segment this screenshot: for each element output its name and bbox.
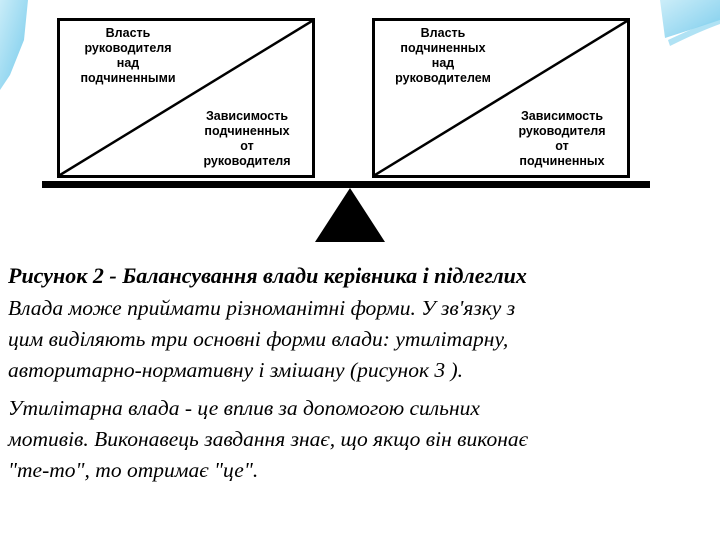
- right-bottom-label: Зависимость руководителя от подчиненных: [518, 109, 606, 168]
- left-bottom-label: Зависимость подчиненных от руководителя: [203, 109, 291, 168]
- fulcrum-triangle: [315, 188, 385, 242]
- left-top-label: Власть руководителя над подчиненными: [80, 26, 176, 85]
- body-line-6: "те-то", то отримає "це".: [8, 458, 259, 482]
- figure-caption: Рисунок 2 - Балансування влади керівника і підлеглих: [8, 263, 527, 288]
- right-balance-box: [372, 18, 630, 178]
- balance-beam: [42, 181, 650, 188]
- right-top-label: Власть подчиненных над руководителем: [395, 26, 491, 85]
- body-line-3: авторитарно-нормативну і змішану (рисунок 3 ).: [8, 358, 464, 382]
- body-line-5: мотивів. Виконавець завдання знає, що якщо він виконає: [8, 427, 529, 451]
- body-line-1: Влада може приймати різноманітні форми. У зв'язку з: [8, 296, 516, 320]
- body-line-4: Утилітарна влада - це вплив за допомогою сильних: [8, 396, 480, 420]
- left-balance-box: [57, 18, 315, 178]
- body-line-2: цим виділяють три основні форми влади: утилітарну,: [8, 327, 509, 351]
